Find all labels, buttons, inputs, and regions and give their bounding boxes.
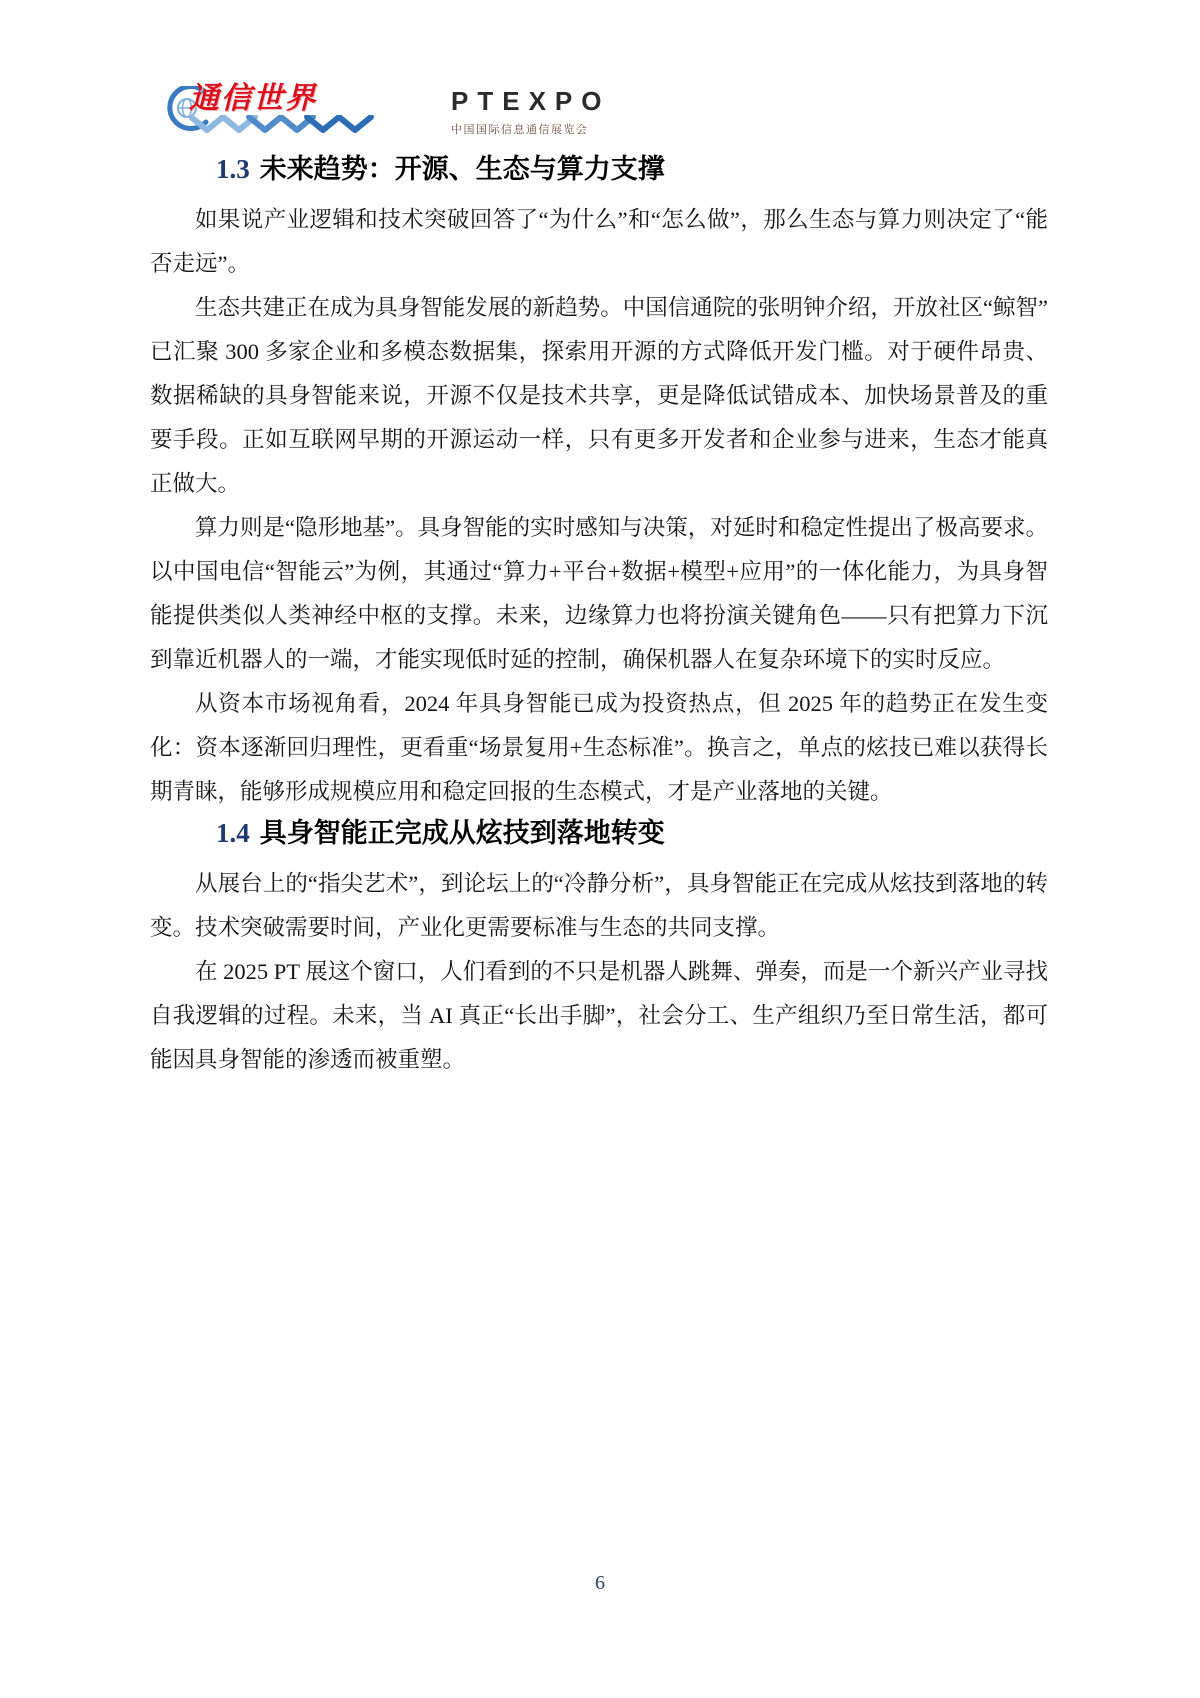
document-content: [150, 150, 1048, 1082]
section-title: 未来趋势：开源、生态与算力支撑: [259, 154, 665, 184]
paragraph: 生态共建正在成为具身智能发展的新趋势。中国信通院的张明钟介绍，开放社区“鲸智”已汇聚 300 多家企业和多模态数据集，探索用开源的方式降低开发门槛。对于硬件昂贵、数据稀缺的具身智能来说，开源不仅是技术共享，更是降低试错成本、加快场景普及的重要手段。正如互联网早期的开源运动一样，只有更多开发者和企业参与进来，生态才能真正做大。: [150, 295, 1048, 496]
ptexpo-logo-subtitle: 中国国际信息通信展览会: [451, 124, 589, 136]
section-heading-1-4: [150, 814, 1048, 852]
header-logos: [165, 84, 610, 137]
section-number: 1.4: [216, 818, 250, 848]
cww-waves-icon: [189, 115, 379, 133]
cww-logo-text: 通信世界: [189, 82, 317, 115]
paragraph: 算力则是“隐形地基”。具身智能的实时感知与决策，对延时和稳定性提出了极高要求。以中国电信“智能云”为例，其通过“算力+平台+数据+模型+应用”的一体化能力，为具身智能提供类似人类神经中枢的支撑。未来，边缘算力也将扮演关键角色——只有把算力下沉到靠近机器人的一端，才能实现低时延的控制，确保机器人在复杂环境下的实时反应。: [150, 515, 1048, 672]
ptexpo-logo: [451, 84, 610, 137]
cww-logo: [165, 84, 415, 136]
page-number: 6: [595, 1572, 605, 1594]
section-heading-1-3: [150, 150, 1048, 188]
paragraph: 从展台上的“指尖艺术”，到论坛上的“冷静分析”，具身智能正在完成从炫技到落地的转变。技术突破需要时间，产业化更需要标准与生态的共同支撑。: [150, 871, 1048, 940]
paragraph: 如果说产业逻辑和技术突破回答了“为什么”和“怎么做”，那么生态与算力则决定了“能否走远”。: [150, 207, 1048, 276]
paragraph: 在 2025 PT 展这个窗口，人们看到的不只是机器人跳舞、弹奏，而是一个新兴产业寻找自我逻辑的过程。未来，当 AI 真正“长出手脚”，社会分工、生产组织乃至日常生活，都可能因具身智能的渗透而被重塑。: [150, 959, 1048, 1072]
ptexpo-logo-text: PTEXPO: [451, 86, 611, 116]
section-number: 1.3: [216, 154, 250, 184]
section-title: 具身智能正完成从炫技到落地转变: [259, 818, 665, 848]
paragraph: 从资本市场视角看，2024 年具身智能已成为投资热点，但 2025 年的趋势正在发生变化：资本逐渐回归理性，更看重“场景复用+生态标准”。换言之，单点的炫技已难以获得长期青睐，能够形成规模应用和稳定回报的生态模式，才是产业落地的关键。: [150, 691, 1048, 804]
